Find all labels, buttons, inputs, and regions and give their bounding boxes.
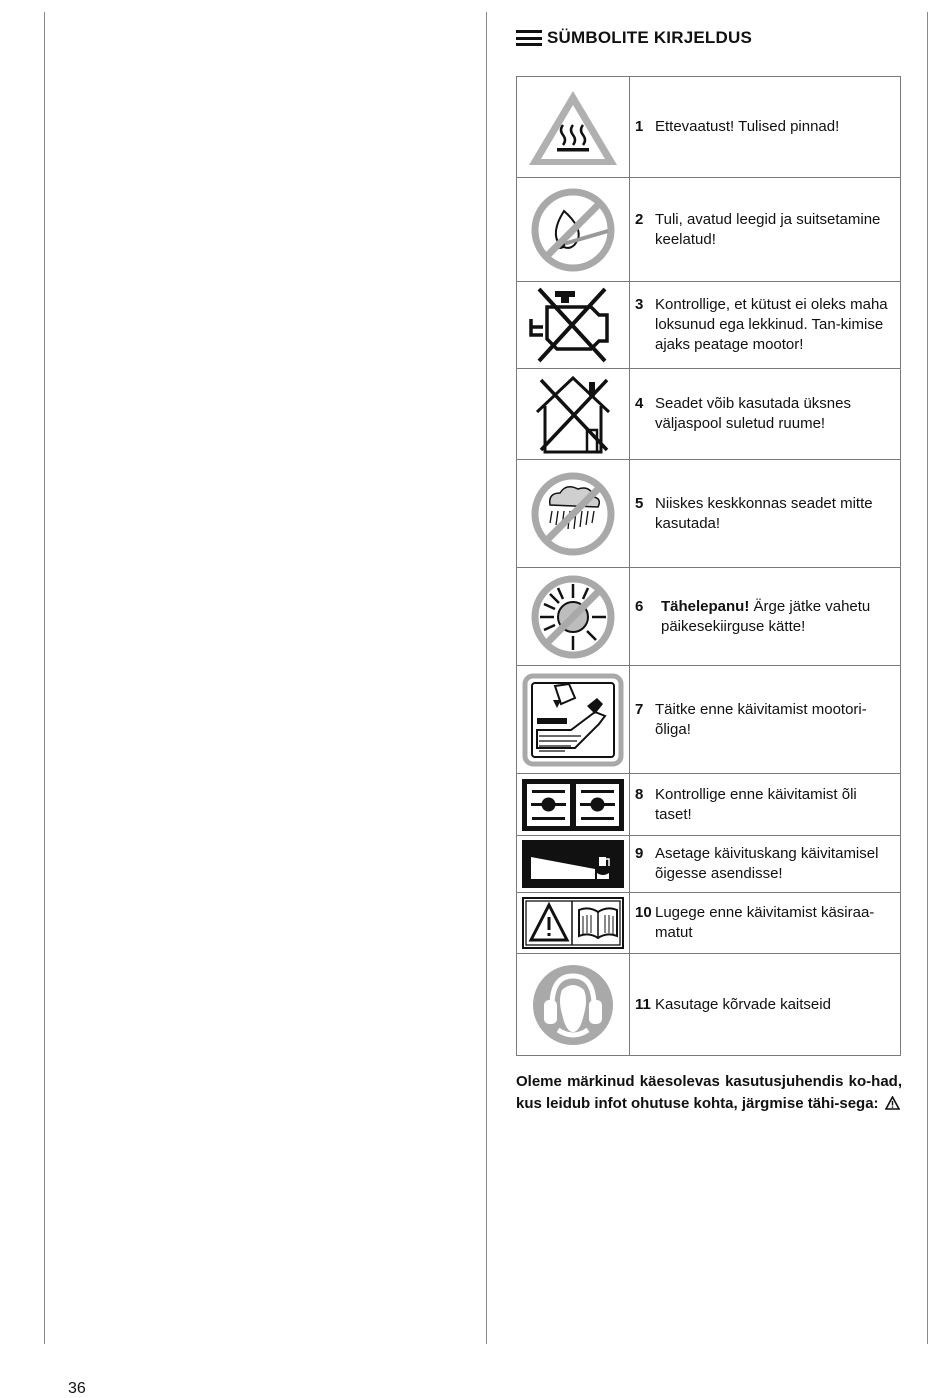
symbol-text: Kontrollige, et kütust ei oleks maha loksunud ega lekkinud. Tan-kimise ajaks peatage mootor! [655,296,888,353]
table-row [517,954,901,1056]
symbol-cell [517,954,630,1056]
table-row [517,568,901,666]
symbol-cell [517,893,630,954]
symbol-number: 3 [635,296,644,313]
page-number: 36 [68,1380,86,1397]
table-row [517,893,901,954]
symbol-number: 8 [635,785,644,803]
no-sunlight-icon [528,572,618,662]
left-margin-line [44,12,45,1344]
symbol-text: Seadet võib kasutada üksnes väljaspool suletud ruume! [655,395,851,432]
symbol-description [630,77,901,178]
symbol-cell [517,77,630,178]
symbol-cell [517,178,630,282]
symbol-description [630,460,901,568]
symbol-table [516,76,901,1056]
table-row [517,836,901,893]
symbol-description [630,954,901,1056]
hot-surface-warning-icon [525,85,621,169]
symbol-number: 1 [635,118,644,135]
symbol-text: Lugege enne käivitamist käsiraa-matut [655,904,875,941]
symbol-cell [517,282,630,369]
check-oil-level-icon [521,778,625,832]
symbol-emphasis: Tähelepanu! [661,597,750,615]
symbol-text: Ettevaatust! Tulised pinnad! [655,118,840,135]
no-indoor-use-icon [531,372,615,456]
fill-engine-oil-icon [521,672,625,768]
safety-note [516,1071,902,1114]
symbol-number: 2 [635,210,644,228]
section-header [516,27,752,49]
symbol-cell [517,369,630,460]
symbol-cell [517,836,630,893]
symbol-number: 6 [635,597,644,615]
symbol-text-wrap [661,597,896,637]
table-row [517,178,901,282]
safety-note-text: Oleme märkinud käesolevas kasutusjuhendis ko-had, kus leidub infot ohutuse kohta, järgmise tähi-sega: [516,1073,902,1112]
no-engine-fuel-spill-icon [527,285,619,365]
no-rain-icon [528,469,618,559]
table-row [517,369,901,460]
symbol-description [630,178,901,282]
symbol-cell [517,568,630,666]
right-margin-line [927,12,928,1344]
symbol-description [630,893,901,954]
symbol-text: Kasutage kõrvade kaitseid [655,995,831,1013]
symbol-cell [517,666,630,774]
table-row [517,460,901,568]
symbol-number: 11 [635,995,651,1013]
symbol-number: 7 [635,700,644,718]
ear-protection-icon [528,960,618,1050]
symbol-description [630,774,901,836]
symbol-cell [517,460,630,568]
symbol-text: Asetage käivituskang käivitamisel õigesse asendisse! [655,845,879,882]
symbol-text: Kontrollige enne käivitamist õli taset! [655,785,857,823]
choke-lever-icon [521,839,625,889]
center-divider-line [486,12,487,1344]
warning-triangle-icon [885,1096,900,1110]
table-row [517,666,901,774]
symbol-description [630,836,901,893]
symbol-text: Tuli, avatud leegid ja suitsetamine keelatud! [655,210,881,248]
symbol-description [630,282,901,369]
symbol-description [630,369,901,460]
table-row [517,77,901,178]
table-row [517,774,901,836]
symbol-number: 4 [635,395,644,412]
table-row [517,282,901,369]
read-manual-icon [521,896,625,950]
symbol-number: 9 [635,845,644,862]
symbol-text: Täitke enne käivitamist mootori-õliga! [655,700,867,738]
symbol-description [630,568,901,666]
no-fire-smoking-icon [528,185,618,275]
section-title: SÜMBOLITE KIRJELDUS [547,28,752,47]
symbol-number: 10 [635,904,652,921]
symbol-text: Ärge jätke vahetu päikesekiirguse kätte! [661,597,871,635]
symbol-number: 5 [635,494,644,512]
menu-lines-icon [516,29,542,47]
symbol-text: Niiskes keskkonnas seadet mitte kasutada! [655,494,873,532]
symbol-description [630,666,901,774]
symbol-cell [517,774,630,836]
